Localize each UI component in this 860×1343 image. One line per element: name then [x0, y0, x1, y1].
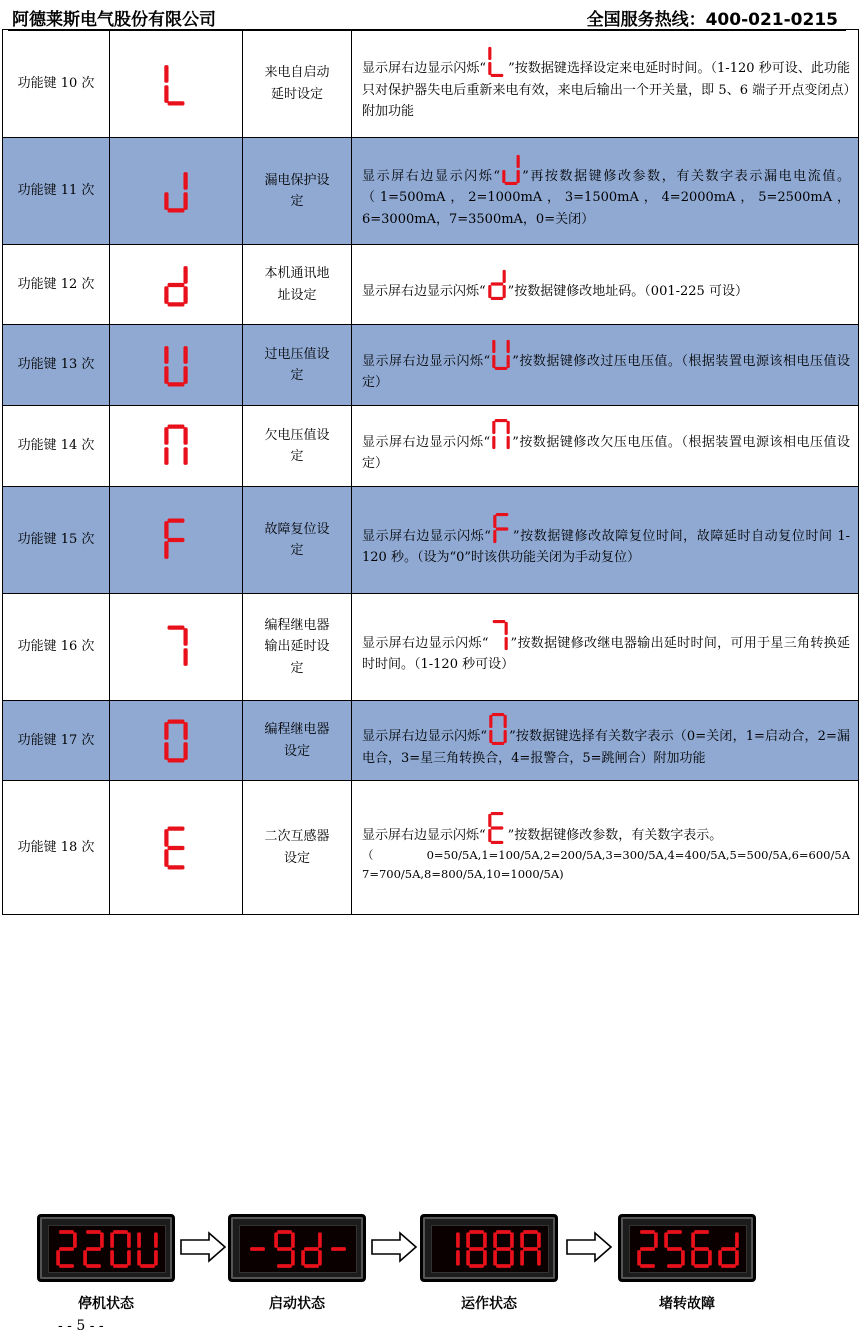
function-description: [352, 487, 859, 594]
function-name: [243, 325, 352, 406]
table-row: [3, 406, 859, 487]
inline-glyph-O: [488, 712, 508, 746]
segment-d: [490, 297, 503, 300]
segment-a: [168, 719, 185, 723]
segment-c: [537, 1250, 541, 1265]
description-prefix: 显示屏右边显示闪烁“: [362, 729, 488, 745]
status-caption: 堵转故障: [659, 1296, 715, 1312]
segment-g: [640, 1247, 655, 1251]
description-prefix: 显示屏右边显示闪烁“: [362, 635, 489, 651]
led-digit-2: [54, 1229, 79, 1269]
inline-glyph-F: [492, 512, 512, 546]
segment-c: [483, 1250, 487, 1265]
function-name: [243, 245, 352, 325]
status-caption: 启动状态: [269, 1296, 325, 1312]
segment-e: [164, 192, 168, 210]
function-name-line: 输出延时设: [264, 639, 330, 655]
segment-e: [466, 1250, 470, 1265]
table-row: [3, 325, 859, 406]
segment-d: [469, 1264, 484, 1268]
segment-f: [164, 427, 168, 445]
segment-c: [708, 1250, 712, 1265]
segment-d: [496, 1264, 511, 1268]
segment-e: [718, 1250, 722, 1265]
segment-c: [291, 1250, 295, 1265]
function-name-line: 故障复位设: [264, 521, 330, 537]
inline-glyph-d: [487, 267, 507, 301]
segment-c: [456, 1250, 460, 1265]
segment-a: [469, 1230, 484, 1234]
function-description: [352, 138, 859, 245]
function-key-count: 功能键 13 次: [3, 325, 110, 406]
led-digit--: [326, 1229, 351, 1269]
segment-g: [86, 1247, 101, 1251]
description-text: ”按数据键选择有关数字表示（0=关闭，1=启动合，2=漏电合，3=星三角转换合，4=报警合，5=跳闸合）附加功能: [362, 729, 850, 766]
description-text: ”按数据键修改故障复位时间，故障延时自动复位时间 1-120 秒。（设为“0”时该供功能关闭为手动复位）: [362, 528, 850, 565]
function-name-line: 址设定: [277, 287, 317, 303]
segment-d: [168, 208, 185, 212]
segment-c: [318, 1250, 322, 1265]
description-text: ”再按数据键修改参数，有关数字表示漏电电流值。（1=500mA，2=1000mA，3=1500mA，4=2000mA，5=2500mA，6=3000mA，7=3500mA，0=关闭）: [362, 168, 850, 227]
segment-f: [164, 722, 168, 740]
segment-b: [183, 427, 187, 445]
segment-g: [496, 527, 509, 530]
segment-display-glyph: [110, 245, 243, 325]
segment-c: [183, 366, 187, 384]
segment-c: [504, 730, 507, 743]
segment-f: [488, 47, 491, 60]
segment-e: [493, 530, 496, 543]
function-name: [243, 594, 352, 701]
segment-b: [504, 715, 507, 728]
led-screen: [239, 1225, 357, 1273]
function-key-table: [2, 29, 859, 915]
segment-a: [523, 1230, 538, 1234]
segment-f: [488, 814, 491, 827]
segment-g: [168, 538, 185, 542]
segment-e: [83, 1250, 87, 1265]
function-name-line: 设定: [283, 743, 310, 759]
description-prefix: 显示屏右边显示闪烁“: [362, 61, 487, 77]
segment-b: [318, 1232, 322, 1247]
segment-c: [183, 742, 187, 760]
description-text: ”按数据键选择设定来电延时时间。（1-120 秒可设、此功能只对保护器失电后重新来电有效，来电后输出一个开关量，即 5、6 端子开点变闭点）附加功能: [362, 61, 850, 120]
segment-a: [168, 826, 185, 830]
description-prefix: 显示屏右边显示闪烁“: [362, 353, 491, 369]
led-screen: [629, 1225, 747, 1273]
segment-g: [496, 1247, 511, 1251]
glyph-L: [163, 59, 189, 109]
function-name: [243, 701, 352, 781]
table-row: [3, 30, 859, 138]
segment-a: [86, 1230, 101, 1234]
inline-glyph-U: [491, 337, 511, 371]
segment-f: [520, 1232, 524, 1247]
segment-b: [73, 1232, 77, 1247]
function-name-line: 欠电压值设: [264, 427, 330, 443]
segment-display-glyph: [110, 701, 243, 781]
segment-d: [168, 382, 185, 386]
segment-d: [721, 1264, 736, 1268]
table-row: [3, 781, 859, 915]
description-text: ”按数据键修改过压电压值。（根据装置电源该相电压值设定）: [362, 353, 850, 390]
segment-d: [505, 182, 518, 185]
segment-a: [113, 1230, 128, 1234]
segment-e: [164, 849, 168, 867]
segment-e: [520, 1250, 524, 1265]
company-name: 阿德莱斯电气股份有限公司: [12, 10, 216, 30]
function-key-count: 功能键 14 次: [3, 406, 110, 487]
inline-glyph-L: [487, 44, 507, 78]
segment-a: [493, 620, 506, 623]
glyph-7: [163, 622, 189, 672]
description-prefix: 显示屏右边显示闪烁“: [362, 827, 486, 843]
led-status-panel: [618, 1214, 756, 1282]
function-description: [352, 245, 859, 325]
description-prefix: 显示屏右边显示闪烁“: [362, 283, 486, 299]
table-row: [3, 701, 859, 781]
led-status-panel: [228, 1214, 366, 1282]
segment-c: [127, 1250, 131, 1265]
segment-b: [127, 1232, 131, 1247]
description-prefix: 显示屏右边显示闪烁“: [362, 434, 491, 450]
segment-d: [168, 302, 185, 306]
function-name-line: 编程继电器: [264, 617, 330, 633]
segment-b: [183, 346, 187, 364]
led-digit-2: [635, 1229, 660, 1269]
segment-e: [164, 742, 168, 760]
function-name-line: 定: [290, 194, 304, 209]
inline-glyph-7: [489, 619, 509, 653]
segment-c: [502, 285, 505, 298]
segment-g: [168, 282, 185, 286]
segment-e: [492, 436, 495, 449]
segment-b: [510, 1232, 514, 1247]
function-name: [243, 138, 352, 245]
table-row: [3, 138, 859, 245]
segment-f: [164, 521, 168, 539]
segment-e: [164, 447, 168, 465]
function-name-line: 过电压值设: [264, 346, 330, 362]
segment-display-glyph: [110, 30, 243, 138]
segment-b: [183, 722, 187, 740]
segment-a: [495, 419, 508, 422]
function-name-line: 二次互感器: [264, 829, 330, 845]
segment-c: [507, 436, 510, 449]
function-description: [352, 325, 859, 406]
arrow-right-icon: [565, 1230, 613, 1264]
segment-b: [456, 1232, 460, 1247]
function-description: [352, 406, 859, 487]
segment-f: [164, 829, 168, 847]
segment-b: [505, 621, 508, 634]
segment-d: [168, 101, 185, 105]
segment-g: [168, 845, 185, 849]
glyph-E: [163, 823, 189, 873]
function-key-count: 功能键 10 次: [3, 30, 110, 138]
status-caption: 停机状态: [78, 1296, 134, 1312]
segment-c: [735, 1250, 739, 1265]
description-text: ”按数据键修改地址码。（001-225 可设）: [507, 283, 748, 299]
segment-a: [490, 812, 503, 815]
segment-e: [301, 1250, 305, 1265]
function-name-line: 漏电保护设: [264, 172, 330, 188]
function-key-count: 功能键 12 次: [3, 245, 110, 325]
function-name-line: 来电自启动: [264, 65, 330, 81]
segment-a: [492, 713, 505, 716]
segment-f: [493, 514, 496, 527]
led-digit-A: [518, 1229, 543, 1269]
function-name-line: 设定: [283, 850, 310, 866]
segment-c: [505, 637, 508, 650]
segment-f: [164, 65, 168, 83]
segment-d: [113, 1264, 128, 1268]
segment-d: [168, 865, 185, 869]
glyph-U: [163, 340, 189, 390]
segment-c: [183, 648, 187, 666]
segment-f: [492, 339, 495, 352]
arrow-right-icon: [179, 1230, 227, 1264]
segment-display-glyph: [110, 594, 243, 701]
led-screen: [48, 1225, 166, 1273]
segment-g: [304, 1247, 319, 1251]
segment-g: [277, 1247, 292, 1251]
function-name: [243, 406, 352, 487]
segment-c: [183, 447, 187, 465]
segment-e: [137, 1250, 141, 1265]
page-header: [8, 3, 846, 31]
page-number: - - 5 - -: [58, 1318, 104, 1334]
table-row: [3, 594, 859, 701]
segment-d: [86, 1264, 101, 1268]
segment-a: [168, 626, 185, 630]
segment-b: [183, 172, 187, 190]
segment-f: [137, 1232, 141, 1247]
segment-a: [168, 425, 185, 429]
function-name: [243, 487, 352, 594]
inline-glyph-n: [491, 418, 511, 452]
function-description: [352, 701, 859, 781]
led-digit-2: [81, 1229, 106, 1269]
segment-e: [637, 1250, 641, 1265]
segment-e: [502, 170, 505, 183]
table-row: [3, 487, 859, 594]
function-name: [243, 30, 352, 138]
segment-a: [168, 519, 185, 523]
function-name: [243, 781, 352, 915]
status-caption: 运作状态: [461, 1296, 517, 1312]
segment-g: [490, 826, 503, 829]
segment-d: [59, 1264, 74, 1268]
glyph-d: [163, 260, 189, 310]
led-digit-1: [437, 1229, 462, 1269]
segment-b: [507, 339, 510, 352]
segment-b: [183, 628, 187, 646]
segment-e: [164, 286, 168, 304]
led-digit--: [245, 1229, 270, 1269]
segment-f: [664, 1232, 668, 1247]
segment-e: [488, 62, 491, 75]
service-hotline: 全国服务热线：400-021-0215: [586, 10, 838, 30]
segment-g: [331, 1247, 346, 1251]
description-prefix: 显示屏右边显示闪烁“: [362, 168, 501, 184]
segment-d: [640, 1264, 655, 1268]
segment-b: [483, 1232, 487, 1247]
segment-b: [291, 1232, 295, 1247]
function-description: [352, 781, 859, 915]
led-digit-d: [299, 1229, 324, 1269]
function-name-line: 延时设定: [270, 86, 323, 102]
function-key-count: 功能键 17 次: [3, 701, 110, 781]
inline-glyph-E: [487, 811, 507, 845]
segment-e: [110, 1250, 114, 1265]
segment-display-glyph: [110, 325, 243, 406]
led-status-panel: [37, 1214, 175, 1282]
segment-a: [640, 1230, 655, 1234]
inline-glyph-J: [501, 152, 521, 186]
segment-d: [140, 1264, 155, 1268]
segment-g: [59, 1247, 74, 1251]
description-prefix: 显示屏右边显示闪烁“: [362, 528, 491, 544]
segment-e: [164, 541, 168, 559]
function-name-line: 编程继电器: [264, 722, 330, 738]
description-text: ”按数据键修改欠压电压值。（根据装置电源该相电压值设定）: [362, 434, 850, 471]
function-key-count: 功能键 15 次: [3, 487, 110, 594]
function-name-line: 定: [290, 660, 304, 676]
glyph-J: [163, 166, 189, 216]
segment-a: [59, 1230, 74, 1234]
segment-a: [496, 1230, 511, 1234]
segment-g: [667, 1247, 682, 1251]
segment-c: [154, 1250, 158, 1265]
led-status-panel: [420, 1214, 558, 1282]
segment-c: [681, 1250, 685, 1265]
description-text: ”按数据键修改参数，有关数字表示。: [507, 827, 723, 843]
function-description: [352, 594, 859, 701]
led-digit-0: [108, 1229, 133, 1269]
segment-f: [466, 1232, 470, 1247]
function-key-count: 功能键 16 次: [3, 594, 110, 701]
segment-e: [489, 730, 492, 743]
function-name-line: 定: [290, 543, 304, 558]
segment-d: [168, 758, 185, 762]
segment-b: [183, 266, 187, 284]
segment-c: [517, 170, 520, 183]
segment-f: [110, 1232, 114, 1247]
segment-b: [517, 155, 520, 168]
segment-g: [490, 282, 503, 285]
function-name-line: 定: [290, 449, 304, 464]
segment-e: [493, 1250, 497, 1265]
segment-g: [469, 1247, 484, 1251]
status-panel-row: [0, 1214, 860, 1284]
segment-b: [502, 270, 505, 283]
led-digit-6: [689, 1229, 714, 1269]
segment-a: [667, 1230, 682, 1234]
function-name-line: 本机通讯地: [264, 266, 330, 282]
segment-d: [490, 841, 503, 844]
segment-e: [488, 285, 491, 298]
led-digit-9: [272, 1229, 297, 1269]
description-text: ”按数据键修改继电器输出延时时间，可用于星三角转换延时时间。（1-120 秒可设）: [362, 635, 850, 672]
segment-e: [164, 85, 168, 103]
segment-d: [491, 74, 504, 77]
segment-c: [183, 286, 187, 304]
segment-c: [183, 192, 187, 210]
segment-f: [492, 420, 495, 433]
segment-c: [507, 355, 510, 368]
function-key-count: 功能键 18 次: [3, 781, 110, 915]
led-digit-d: [716, 1229, 741, 1269]
led-digit-8: [464, 1229, 489, 1269]
segment-d: [277, 1264, 292, 1268]
segment-display-glyph: [110, 781, 243, 915]
segment-g: [523, 1247, 538, 1251]
glyph-O: [163, 716, 189, 766]
segment-c: [510, 1250, 514, 1265]
segment-f: [489, 715, 492, 728]
segment-a: [277, 1230, 292, 1234]
function-key-count: 功能键 11 次: [3, 138, 110, 245]
segment-e: [164, 366, 168, 384]
segment-b: [100, 1232, 104, 1247]
segment-display-glyph: [110, 487, 243, 594]
function-description: [352, 30, 859, 138]
description-extra: （0=50/5A,1=100/5A,2=200/5A,3=300/5A,4=400/5A,5=500/5A,6=600/5A 7=700/5A,8=800/5A,10=1000/5A): [362, 848, 850, 882]
led-screen: [431, 1225, 549, 1273]
segment-g: [721, 1247, 736, 1251]
segment-display-glyph: [110, 406, 243, 487]
glyph-n: [163, 421, 189, 471]
table-row: [3, 245, 859, 325]
segment-e: [691, 1250, 695, 1265]
segment-e: [56, 1250, 60, 1265]
segment-f: [164, 346, 168, 364]
glyph-F: [163, 515, 189, 565]
segment-e: [488, 829, 491, 842]
segment-g: [250, 1247, 265, 1251]
led-digit-5: [662, 1229, 687, 1269]
segment-b: [654, 1232, 658, 1247]
segment-d: [304, 1264, 319, 1268]
led-digit-U: [135, 1229, 160, 1269]
segment-e: [492, 355, 495, 368]
segment-d: [694, 1264, 709, 1268]
segment-g: [694, 1247, 709, 1251]
segment-b: [537, 1232, 541, 1247]
segment-b: [507, 420, 510, 433]
segment-a: [694, 1230, 709, 1234]
segment-d: [492, 742, 505, 745]
segment-d: [495, 366, 508, 369]
segment-b: [735, 1232, 739, 1247]
segment-f: [274, 1232, 278, 1247]
segment-display-glyph: [110, 138, 243, 245]
led-digit-8: [491, 1229, 516, 1269]
function-name-line: 定: [290, 368, 304, 383]
segment-b: [154, 1232, 158, 1247]
arrow-right-icon: [370, 1230, 418, 1264]
segment-f: [493, 1232, 497, 1247]
segment-a: [496, 513, 509, 516]
segment-d: [667, 1264, 682, 1268]
segment-f: [691, 1232, 695, 1247]
